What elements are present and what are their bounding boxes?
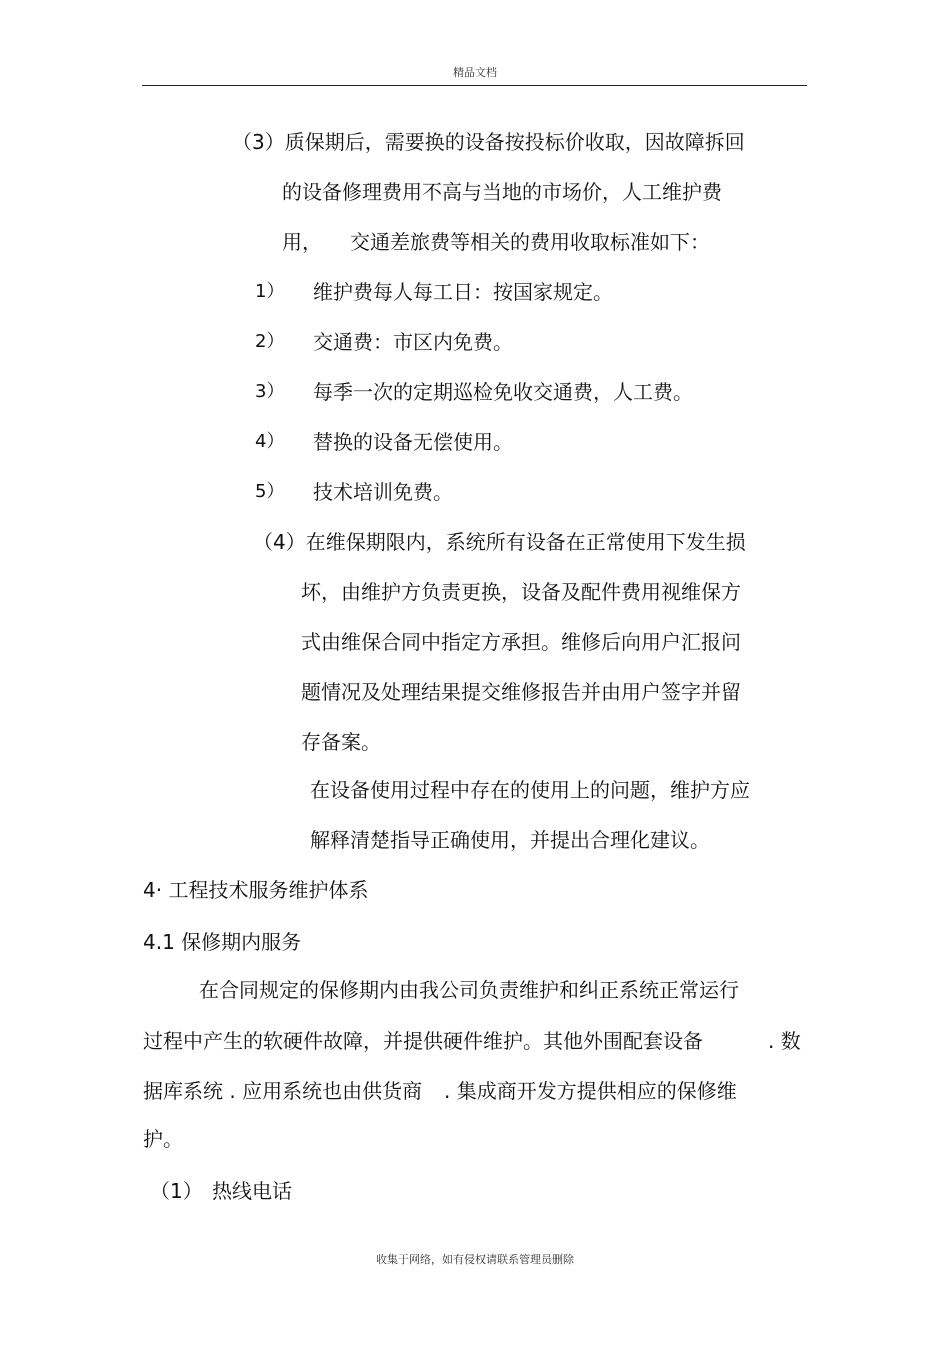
fee-item-1-number: 1） [255,281,285,302]
item4-line-4: 题情况及处理结果提交维修报告并由用户签字并留 [301,680,741,704]
fee-item-5-number: 5） [255,481,285,502]
page-header: 精品文档 [453,66,497,79]
hotline-title: 热线电话 [212,1179,292,1203]
section-4-heading: 4· 工程技术服务维护体系 [143,878,369,902]
body-line-3: 据库系统 . 应用系统也由供货商 [143,1079,423,1103]
body-line-2: 过程中产生的软硬件故障，并提供硬件维护。其他外围配套设备 [143,1029,703,1053]
fee-item-4-text: 替换的设备无偿使用。 [313,430,513,454]
body-line-1: 在合同规定的保修期内由我公司负责维护和纠正系统正常运行 [199,978,739,1002]
advice-line-2: 解释清楚指导正确使用，并提出合理化建议。 [310,828,710,852]
item3-line-2: 的设备修理费用不高与当地的市场价，人工维护费 [282,180,722,204]
item4-line-1: （4）在维保期限内，系统所有设备在正常使用下发生损 [253,530,746,554]
item3-line-3a: 用， [282,230,322,254]
fee-item-3-text: 每季一次的定期巡检免收交通费，人工费。 [313,380,693,404]
header-divider [142,85,807,86]
fee-item-4-number: 4） [255,431,285,452]
item4-line-2: 坏，由维护方负责更换，设备及配件费用视维保方 [301,580,741,604]
item4-line-5: 存备案。 [301,730,381,754]
fee-item-2-text: 交通费：市区内免费。 [313,330,513,354]
item3-line-3b: 交通差旅费等相关的费用收取标准如下： [350,230,710,254]
fee-item-5-text: 技术培训免费。 [313,480,453,504]
advice-line-1: 在设备使用过程中存在的使用上的问题，维护方应 [310,778,750,802]
fee-item-2-number: 2） [255,331,285,352]
fee-item-1-text: 维护费每人每工日：按国家规定。 [313,280,613,304]
hotline-number: （1） [150,1179,203,1203]
item4-line-3: 式由维保合同中指定方承担。维修后向用户汇报问 [301,630,741,654]
body-line-4: 护。 [143,1127,183,1151]
section-4-1-heading: 4.1 保修期内服务 [143,930,302,954]
body-line-2-tail: . 数 [768,1029,801,1053]
fee-item-3-number: 3） [255,381,285,402]
page-footer: 收集于网络，如有侵权请联系管理员删除 [376,1253,574,1266]
item3-line-1: （3）质保期后，需要换的设备按投标价收取，因故障拆回 [232,130,745,154]
body-line-3-tail: . 集成商开发方提供相应的保修维 [444,1079,737,1103]
